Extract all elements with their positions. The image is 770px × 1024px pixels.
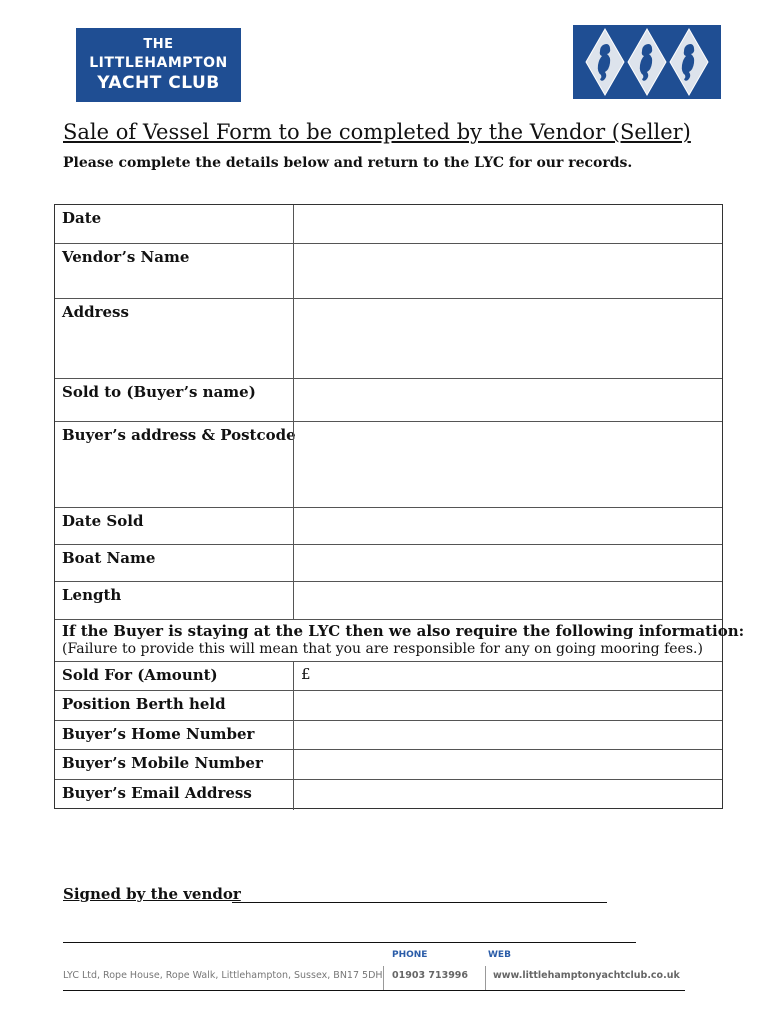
footer-separator (383, 966, 384, 991)
vendor-name-field[interactable] (293, 244, 722, 298)
form-row-address (55, 299, 722, 379)
seahorse-diamonds-icon (573, 25, 721, 99)
buyer-staying-notice (55, 620, 745, 662)
footer-phone: 01903 713996 (392, 970, 469, 981)
mobile-number-field[interactable] (293, 750, 722, 779)
length-field[interactable] (293, 582, 722, 619)
field-label: Sold to (Buyer’s name) (62, 383, 256, 401)
footer-separator (485, 966, 486, 991)
email-field[interactable] (293, 780, 722, 810)
page-title: Sale of Vessel Form to be completed by the Vendor (Seller) (63, 120, 691, 144)
field-label: Vendor’s Name (62, 248, 190, 266)
berth-field[interactable] (293, 691, 722, 720)
form-row-mobile-number (55, 750, 722, 780)
address-field[interactable] (293, 299, 722, 378)
form-row-home-number (55, 721, 722, 750)
signature-label: Signed by the vendor (63, 885, 241, 903)
footer-address: LYC Ltd, Rope House, Rope Walk, Littlehampton, Sussex, BN17 5DH (63, 970, 383, 981)
field-label: Date Sold (62, 512, 144, 530)
signature-line[interactable] (232, 902, 607, 903)
field-label: Buyer’s Home Number (62, 725, 255, 743)
field-label: Buyer’s Mobile Number (62, 754, 263, 772)
field-label: Length (62, 586, 122, 604)
boat-name-field[interactable] (293, 545, 722, 581)
footer-divider (63, 942, 636, 943)
form-row-berth (55, 691, 722, 721)
buyer-name-field[interactable] (293, 379, 722, 421)
logo-line-2: LITTLEHAMPTON (89, 55, 228, 71)
field-label: Buyer’s address & Postcode (62, 426, 296, 444)
form-row-buyer-name (55, 379, 722, 422)
field-label: Position Berth held (62, 695, 226, 713)
date-field[interactable] (293, 205, 722, 243)
form-row-sold-for (55, 662, 722, 691)
notice-regular-text: (Failure to provide this will mean that you are responsible for any on going mooring fees.) (62, 641, 703, 657)
footer-bottom-divider (63, 990, 685, 991)
club-logo (76, 28, 241, 102)
page-subtitle: Please complete the details below and return to the LYC for our records. (63, 155, 633, 171)
notice-bold-text: If the Buyer is staying at the LYC then we also require the following information: (62, 622, 745, 640)
sold-for-field[interactable] (293, 662, 722, 690)
form-row-vendor-name (55, 244, 722, 299)
form-row-length (55, 582, 722, 620)
form-row-boat-name (55, 545, 722, 582)
sale-form-table (54, 204, 745, 809)
buyer-address-field[interactable] (293, 422, 722, 507)
logo-line-3: YACHT CLUB (97, 73, 220, 93)
footer-web-link[interactable]: www.littlehamptonyachtclub.co.uk (493, 970, 680, 981)
field-value: £ (301, 665, 311, 683)
form-row-date-sold (55, 508, 722, 545)
footer-web-heading: WEB (488, 950, 511, 960)
field-label: Buyer’s Email Address (62, 784, 252, 802)
form-row-date (55, 205, 722, 244)
home-number-field[interactable] (293, 721, 722, 749)
form-row-buyer-address (55, 422, 722, 508)
date-sold-field[interactable] (293, 508, 722, 544)
field-label: Address (62, 303, 129, 321)
form-row-email (55, 780, 722, 810)
field-label: Boat Name (62, 549, 156, 567)
field-label: Date (62, 209, 102, 227)
logo-line-1: THE (143, 37, 174, 52)
footer-phone-heading: PHONE (392, 950, 428, 960)
field-label: Sold For (Amount) (62, 666, 218, 684)
